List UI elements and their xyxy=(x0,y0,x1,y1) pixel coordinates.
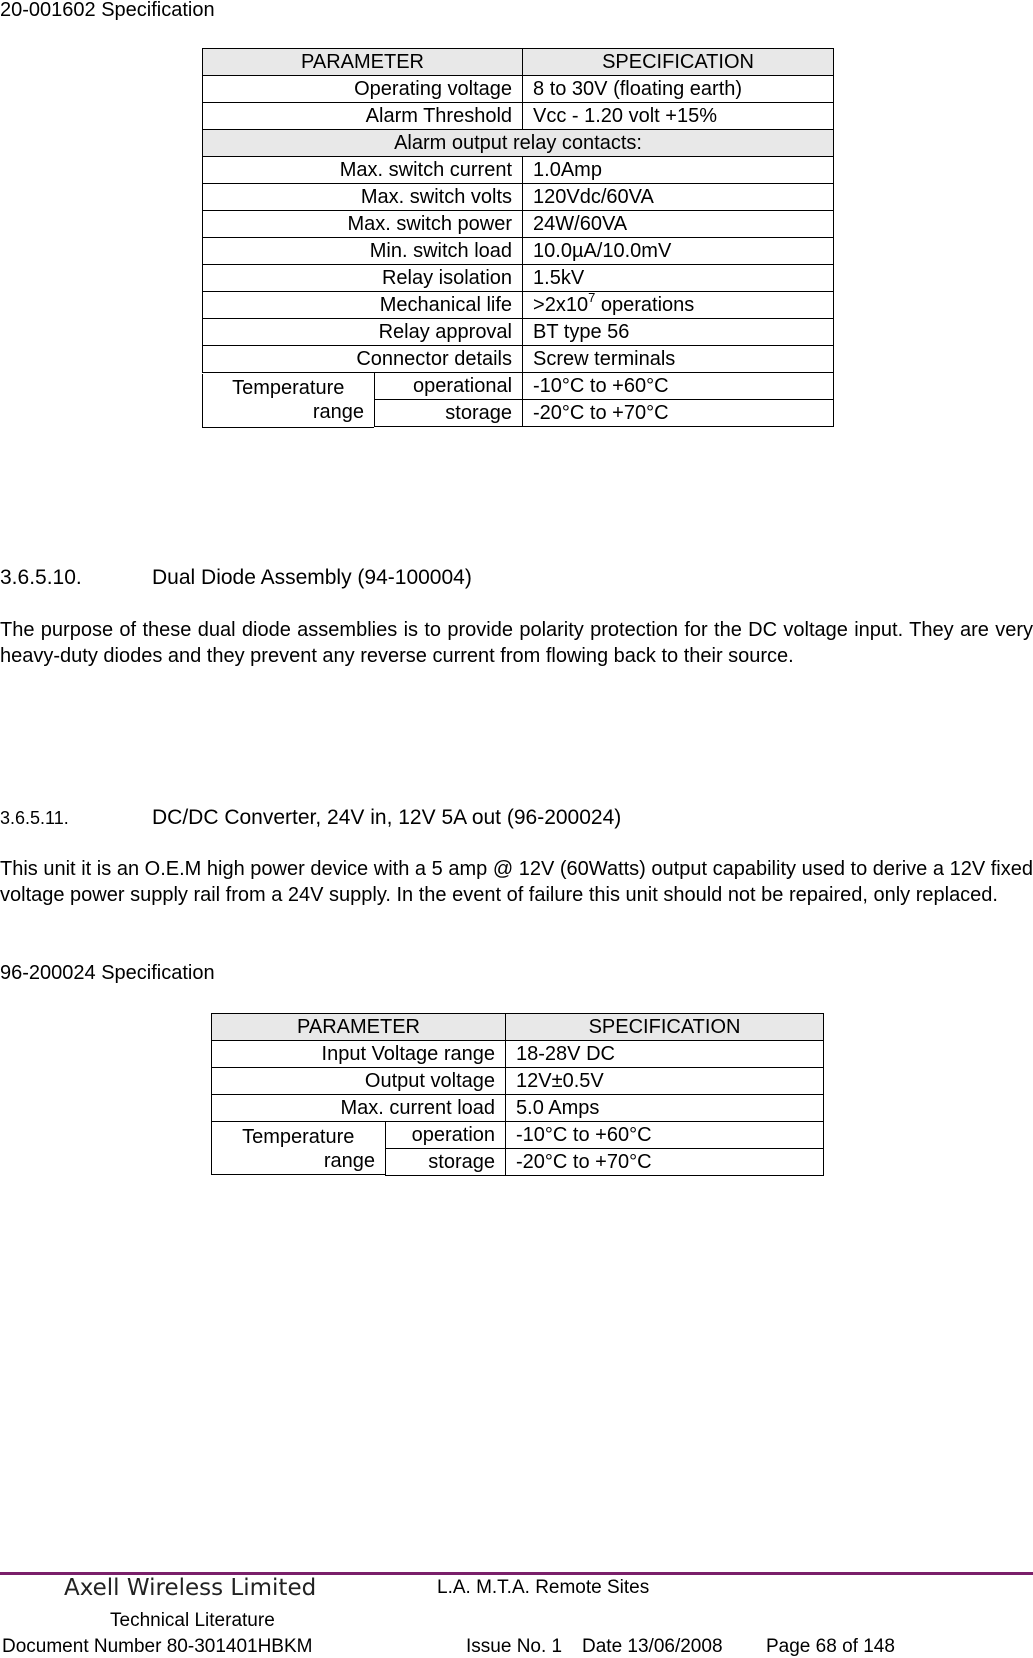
temperature-label-line1: Temperature xyxy=(242,1125,355,1148)
site-name: L.A. M.T.A. Remote Sites xyxy=(437,1577,650,1598)
param-cell: Max. switch volts xyxy=(203,184,523,211)
value-cell: 8 to 30V (floating earth) xyxy=(523,76,834,103)
value-cell: 10.0µA/10.0mV xyxy=(523,238,834,265)
temperature-label xyxy=(203,373,375,427)
param-cell: storage xyxy=(375,400,523,427)
value-cell: 12V±0.5V xyxy=(506,1068,824,1095)
value-suffix: operations xyxy=(595,294,695,316)
table-row xyxy=(203,373,834,400)
param-cell: Relay isolation xyxy=(203,265,523,292)
param-cell: Mechanical life xyxy=(203,292,523,319)
param-cell: Alarm Threshold xyxy=(203,103,523,130)
param-cell: Max. switch power xyxy=(203,211,523,238)
param-cell: Input Voltage range xyxy=(212,1041,506,1068)
spec2-caption: 96-200024 Specification xyxy=(0,962,215,984)
table-row xyxy=(203,103,834,130)
value-cell: 1.0Amp xyxy=(523,157,834,184)
table-row xyxy=(212,1122,824,1149)
table-border xyxy=(202,374,203,428)
header-specification: SPECIFICATION xyxy=(506,1014,824,1041)
param-cell: operation xyxy=(386,1122,506,1149)
group-title: Alarm output relay contacts: xyxy=(203,130,834,157)
value-exponent: 7 xyxy=(588,291,596,306)
table-row xyxy=(203,76,834,103)
param-cell: operational xyxy=(375,373,523,400)
group-row xyxy=(203,130,834,157)
section-number: 3.6.5.11. xyxy=(0,808,69,828)
table-border xyxy=(211,1174,385,1175)
value-cell: -20°C to +70°C xyxy=(523,400,834,427)
header-specification: SPECIFICATION xyxy=(523,49,834,76)
table-row xyxy=(203,346,834,373)
document-type: Technical Literature xyxy=(110,1610,275,1631)
table-header-row xyxy=(203,49,834,76)
param-cell: Output voltage xyxy=(212,1068,506,1095)
value-cell: 24W/60VA xyxy=(523,211,834,238)
value-cell xyxy=(523,292,834,319)
table-row xyxy=(212,1068,824,1095)
param-cell: storage xyxy=(386,1149,506,1176)
table-border xyxy=(202,427,374,428)
section-title: DC/DC Converter, 24V in, 12V 5A out (96-200024) xyxy=(152,806,622,829)
value-cell: 5.0 Amps xyxy=(506,1095,824,1122)
temperature-label xyxy=(212,1122,386,1176)
temperature-label-line2: range xyxy=(323,1149,375,1172)
value-cell: 120Vdc/60VA xyxy=(523,184,834,211)
value-cell: 1.5kV xyxy=(523,265,834,292)
section-heading-3-6-5-10 xyxy=(0,565,472,591)
document-number: Document Number 80-301401HBKM xyxy=(2,1636,313,1657)
table-row xyxy=(203,265,834,292)
param-cell: Max. current load xyxy=(212,1095,506,1122)
temperature-label-line1: Temperature xyxy=(232,376,345,399)
issue-number: Issue No. 1 xyxy=(466,1636,563,1657)
table-row xyxy=(203,319,834,346)
param-cell: Relay approval xyxy=(203,319,523,346)
value-cell: -20°C to +70°C xyxy=(506,1149,824,1176)
param-cell: Connector details xyxy=(203,346,523,373)
value-prefix: >2x10 xyxy=(533,294,589,316)
temperature-label-line2: range xyxy=(312,400,364,423)
table-row xyxy=(203,184,834,211)
value-cell: Screw terminals xyxy=(523,346,834,373)
table-row xyxy=(203,157,834,184)
spec1-table xyxy=(202,48,834,427)
table-row xyxy=(212,1095,824,1122)
table-row xyxy=(203,211,834,238)
spec1-caption: 20-001602 Specification xyxy=(0,0,215,21)
section-body: The purpose of these dual diode assemblies is to provide polarity protection for the DC voltage input. They are very heavy-duty diodes and they prevent any reverse current from flowing back to their source. xyxy=(0,619,1033,667)
value-cell: -10°C to +60°C xyxy=(523,373,834,400)
table-header-row xyxy=(212,1014,824,1041)
param-cell: Operating voltage xyxy=(203,76,523,103)
value-cell: BT type 56 xyxy=(523,319,834,346)
issue-date: Date 13/06/2008 xyxy=(582,1636,723,1657)
header-parameter: PARAMETER xyxy=(212,1014,506,1041)
spec2-table xyxy=(211,1013,824,1176)
company-name: Axell Wireless Limited xyxy=(64,1575,317,1601)
section-title: Dual Diode Assembly (94-100004) xyxy=(152,566,472,589)
header-parameter: PARAMETER xyxy=(203,49,523,76)
section-heading-3-6-5-11 xyxy=(0,805,621,831)
value-cell: -10°C to +60°C xyxy=(506,1122,824,1149)
table-row xyxy=(203,292,834,319)
value-cell: 18-28V DC xyxy=(506,1041,824,1068)
param-cell: Min. switch load xyxy=(203,238,523,265)
page-number: Page 68 of 148 xyxy=(766,1636,895,1657)
value-cell: Vcc - 1.20 volt +15% xyxy=(523,103,834,130)
table-row xyxy=(212,1041,824,1068)
table-row xyxy=(203,238,834,265)
section-body: This unit it is an O.E.M high power device with a 5 amp @ 12V (60Watts) output capability used to derive a 12V fixed voltage power supply rail from a 24V supply. In the event of failure this unit should not be repaired, only replaced. xyxy=(0,858,1033,906)
param-cell: Max. switch current xyxy=(203,157,523,184)
section-number: 3.6.5.10. xyxy=(0,566,82,589)
table-border xyxy=(211,1121,212,1175)
